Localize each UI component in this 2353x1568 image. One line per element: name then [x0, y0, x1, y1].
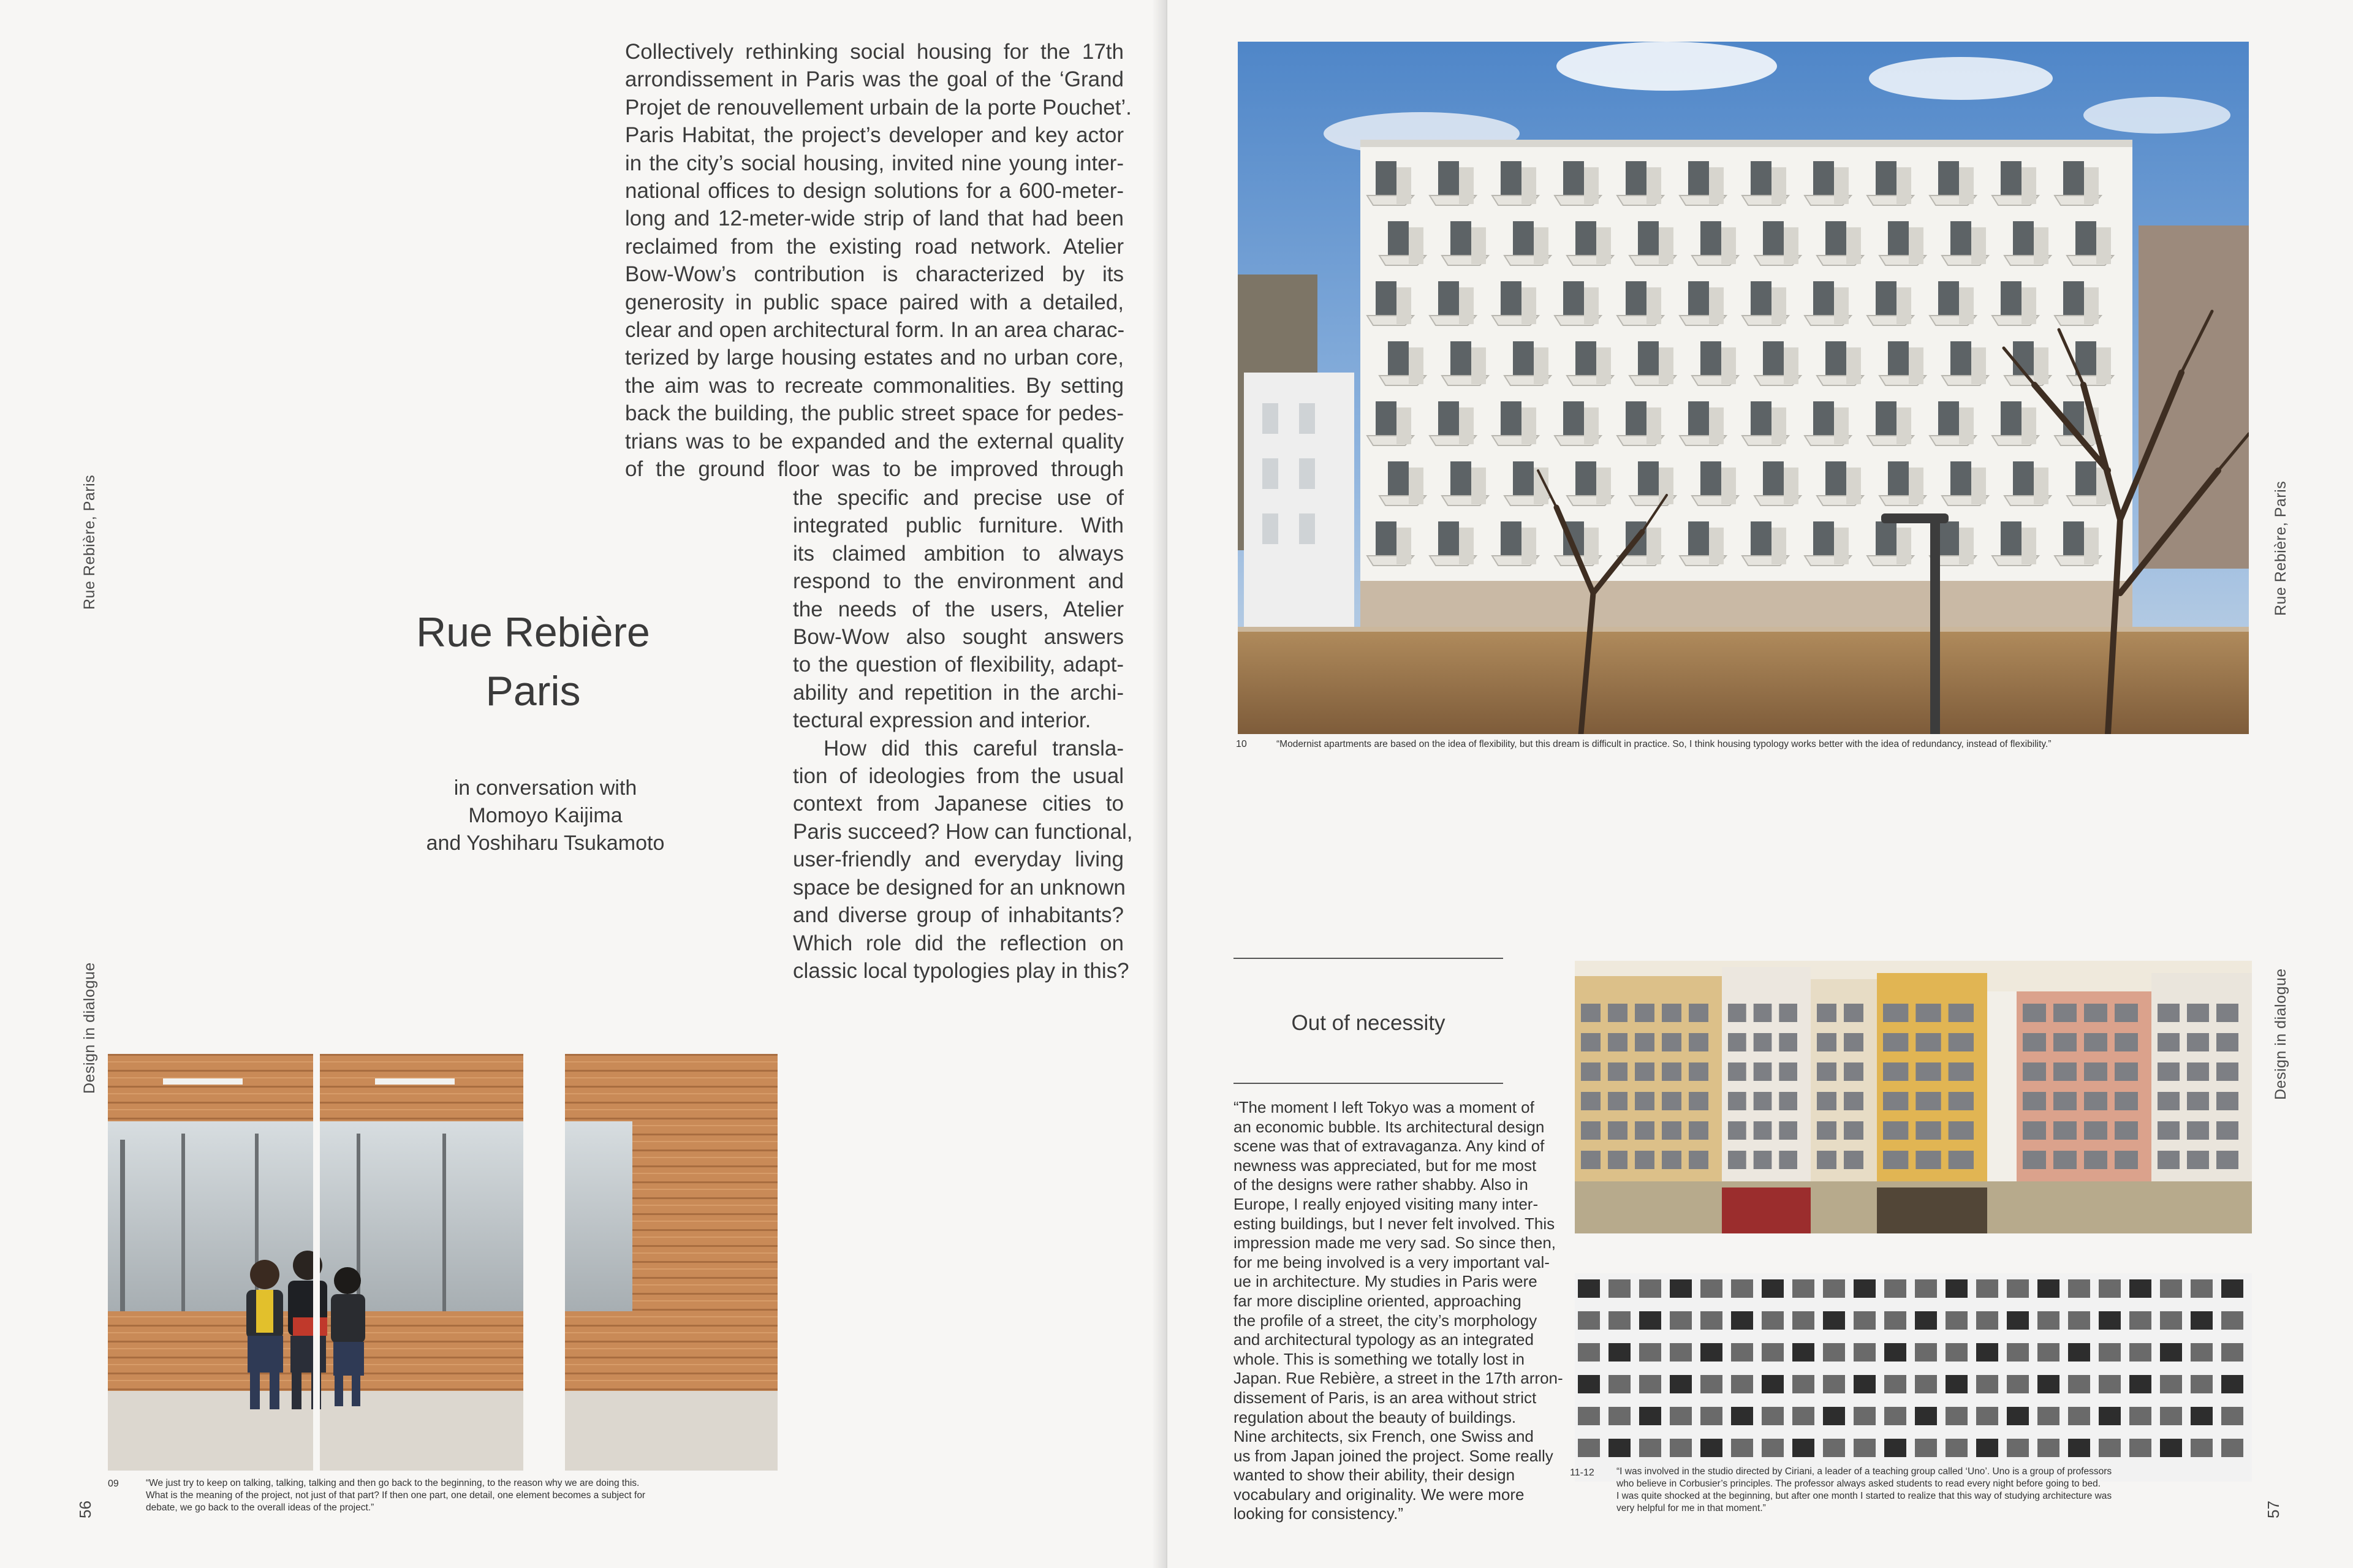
- quote-line: ue in architecture. My studies in Paris were: [1233, 1272, 1537, 1291]
- body-text-line: integrated public furniture. With: [793, 513, 1124, 538]
- subtitle-line-3: and Yoshiharu Tsukamoto: [426, 831, 665, 855]
- section-rule-bottom: [1233, 1083, 1503, 1084]
- quote-line: dissement of Paris, is an area without strict: [1233, 1388, 1537, 1407]
- body-text-line: the specific and precise use of: [793, 486, 1124, 510]
- quote-line: Japan. Rue Rebière, a street in the 17th arron-: [1233, 1369, 1563, 1388]
- body-text-line: Paris succeed? How can functional,: [793, 819, 1133, 844]
- figure-11-12-caption-line: who believe in Corbusier’s principles. The professor always asked students to read every night before going to bed.: [1616, 1479, 2101, 1489]
- body-text-line: space be designed for an unknown: [793, 875, 1126, 900]
- article-subtitle: [368, 775, 723, 857]
- body-text-line: Projet de renouvellement urbain de la porte Pouchet’.: [625, 95, 1132, 119]
- quote-line: an economic bubble. Its architectural design: [1233, 1117, 1545, 1136]
- body-text-line: and diverse group of inhabitants?: [793, 903, 1124, 928]
- photo-09-caption-line: “We just try to keep on talking, talking, talking and then go back to the beginning, to the reason why we are doing this.: [146, 1478, 640, 1488]
- body-text-line: Collectively rethinking social housing for the 17th: [625, 40, 1124, 64]
- body-text-line: reclaimed from the existing road network. Atelier: [625, 234, 1124, 259]
- body-text-line: respond to the environment and: [793, 569, 1124, 594]
- body-text-line: arrondissement in Paris was the goal of the ‘Grand: [625, 67, 1124, 92]
- figure-11-12-caption-line: very helpful for me in that moment.”: [1616, 1503, 1766, 1513]
- title-line-2: Paris: [485, 668, 581, 714]
- photo-09-caption-line: debate, we go back to the overall ideas of the project.”: [146, 1502, 374, 1513]
- body-text-line: Bow-Wow also sought answers: [793, 625, 1124, 650]
- body-text-line: classic local typologies play in this?: [793, 958, 1129, 983]
- quote-line: impression made me very sad. So since then,: [1233, 1233, 1556, 1252]
- body-text-line: clear and open architectural form. In an area charac-: [625, 318, 1125, 343]
- running-head-right: Rue Rebière, Paris: [2272, 480, 2289, 616]
- quote-line: and architectural typology as an integrated: [1233, 1330, 1534, 1349]
- quote-line: newness was appreciated, but for me most: [1233, 1156, 1537, 1175]
- body-text-line: long and 12-meter-wide strip of land that had been: [625, 206, 1124, 231]
- quote-line: far more discipline oriented, approaching: [1233, 1291, 1521, 1310]
- quote-line: regulation about the beauty of buildings.: [1233, 1407, 1517, 1426]
- right-page: [1167, 0, 2353, 1568]
- body-text-line: back the building, the public street space for pedes-: [625, 401, 1124, 426]
- quote-line: “The moment I left Tokyo was a moment of: [1233, 1098, 1534, 1116]
- body-text-line: user-friendly and everyday living: [793, 847, 1124, 872]
- quote-line: vocabulary and originality. We were more: [1233, 1485, 1525, 1504]
- quote-line: scene was that of extravaganza. Any kind of: [1233, 1137, 1545, 1156]
- quote-line: wanted to show their ability, their design: [1233, 1466, 1515, 1485]
- photo-10-caption: [1276, 738, 2251, 751]
- body-text-line: the aim was to recreate commonalities. By setting: [625, 373, 1124, 398]
- photo-09-architects-bench: [108, 1054, 778, 1471]
- photo-09-caption: [146, 1477, 777, 1514]
- running-head-left: Rue Rebière, Paris: [81, 474, 98, 610]
- body-text-line: context from Japanese cities to: [793, 792, 1124, 816]
- body-text-line: national offices to design solutions for a 600-meter-: [625, 179, 1124, 203]
- photo-09-number: 09: [108, 1479, 119, 1489]
- body-text-line: to the question of flexibility, adapt-: [793, 653, 1124, 677]
- intro-body-text: [625, 38, 1132, 483]
- quote-line: the profile of a street, the city’s morphology: [1233, 1311, 1537, 1330]
- figure-11-12-street-elevations: [1575, 961, 2252, 1482]
- body-text-line: generosity in public space paired with a detailed,: [625, 290, 1124, 314]
- body-text-line: tion of ideologies from the usual: [793, 764, 1124, 789]
- body-text-line: of the ground floor was to be improved through: [625, 457, 1124, 482]
- body-text-line: Which role did the reflection on: [793, 931, 1124, 955]
- body-text-line: ability and repetition in the archi-: [793, 680, 1124, 705]
- article-title: [343, 603, 723, 721]
- section-label-right: Design in dialogue: [2272, 968, 2289, 1100]
- body-text-line: in the city’s social housing, invited nine young inter-: [625, 151, 1124, 175]
- body-text-line: tectural expression and interior.: [793, 708, 1091, 733]
- photo-10-caption-line: “Modernist apartments are based on the idea of flexibility, but this dream is difficult in practice. So, I think housing typology works better with the idea of redundancy, instead of flexibility.”: [1276, 739, 2052, 749]
- quote-line: whole. This is something we totally lost in: [1233, 1349, 1525, 1368]
- subtitle-line-2: Momoyo Kaijima: [468, 804, 623, 827]
- interview-quote: [1233, 1098, 1563, 1524]
- photo-09-caption-line: What is the meaning of the project, not just of that part? If then one part, one detail, one element becomes a subject for: [146, 1490, 646, 1501]
- section-heading: Out of necessity: [1291, 1011, 1446, 1035]
- quote-line: for me being involved is a very important val-: [1233, 1252, 1550, 1271]
- body-text-line: trians was to be expanded and the external quality: [625, 429, 1124, 453]
- left-page: [0, 0, 1167, 1568]
- page-number-left: 56: [76, 1501, 94, 1518]
- quote-line: us from Japan joined the project. Some really: [1233, 1446, 1553, 1465]
- quote-line: esting buildings, but I never felt involved. This: [1233, 1214, 1555, 1233]
- body-text-line: the needs of the users, Atelier: [793, 597, 1124, 621]
- figure-11-12-caption: [1616, 1466, 2254, 1515]
- photo-10-building-facade: [1238, 42, 2249, 734]
- section-label-left: Design in dialogue: [81, 962, 98, 1094]
- body-text-line: Paris Habitat, the project’s developer and key actor: [625, 123, 1124, 148]
- figure-11-12-caption-line: I was quite shocked at the beginning, but after one month I started to realize that this way of studying architecture was: [1616, 1491, 2112, 1501]
- body-text-line: its claimed ambition to always: [793, 541, 1124, 566]
- quote-line: of the designs were rather shabby. Also in: [1233, 1175, 1528, 1194]
- figure-11-12-caption-line: “I was involved in the studio directed by Ciriani, a leader of a teaching group called ‘Uno’. Uno is a group of professors: [1616, 1466, 2112, 1477]
- photo-10-number: 10: [1236, 739, 1247, 749]
- figure-11-12-number: 11-12: [1570, 1468, 1594, 1478]
- quote-line: Europe, I really enjoyed visiting many inter-: [1233, 1194, 1539, 1213]
- title-line-1: Rue Rebière: [416, 609, 650, 656]
- intro-body-text-narrow: [793, 484, 1133, 985]
- body-text-line: terized by large housing estates and no urban core,: [625, 346, 1124, 370]
- quote-line: Nine architects, six French, one Swiss and: [1233, 1427, 1534, 1446]
- body-text-line: Bow-Wow’s contribution is characterized by its: [625, 262, 1124, 287]
- body-text-line: How did this careful transla-: [824, 736, 1124, 760]
- subtitle-line-1: in conversation with: [453, 776, 637, 800]
- section-rule-top: [1233, 958, 1503, 959]
- page-number-right: 57: [2264, 1501, 2283, 1518]
- quote-line: looking for consistency.”: [1233, 1504, 1403, 1523]
